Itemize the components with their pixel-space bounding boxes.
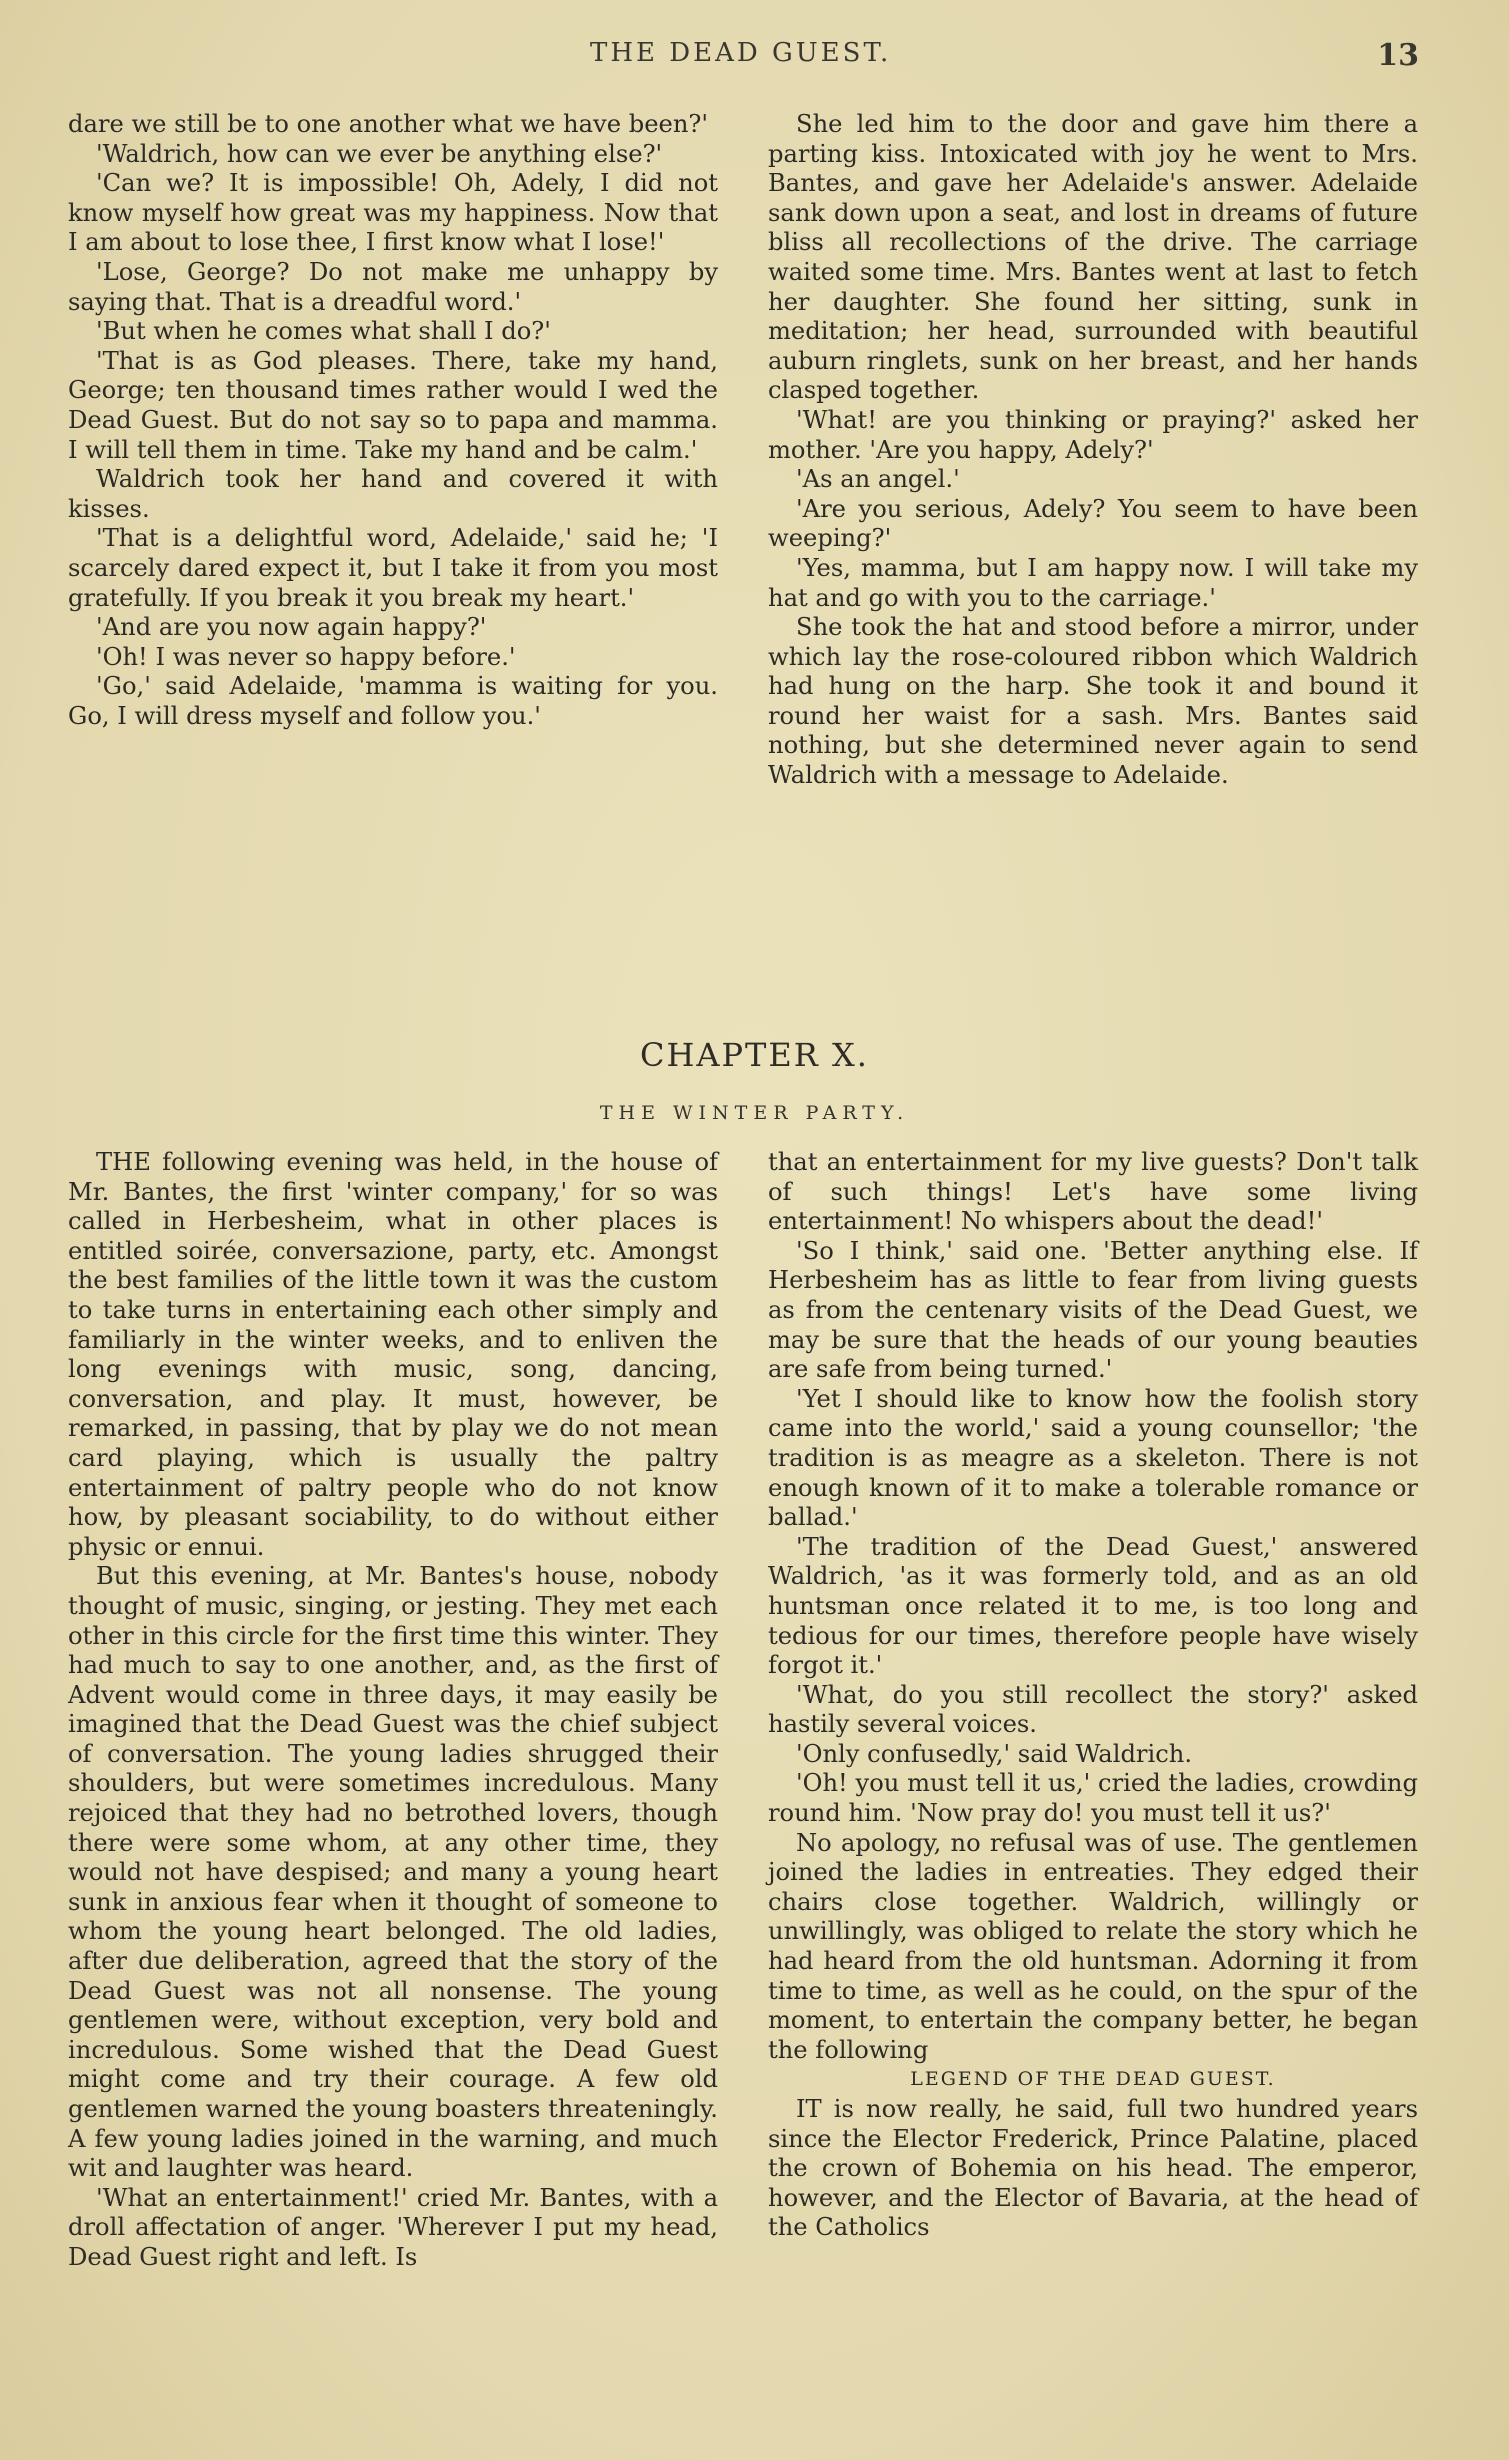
paragraph: that an entertainment for my live guests? Don't talk of such things! Let's have some living entertainment! No whispers about the dead!' — [768, 1148, 1418, 1236]
top-left-column — [68, 110, 718, 731]
running-head — [0, 38, 1509, 78]
paragraph: Waldrich took her hand and covered it with kisses. — [68, 465, 718, 523]
paragraph: 'Waldrich, how can we ever be anything else?' — [96, 139, 663, 168]
paragraph: dare we still be to one another what we have been?' — [68, 110, 709, 138]
paragraph: 'That is as God pleases. There, take my hand, George; ten thousand times rather would I wed the Dead Guest. But do not say so to papa and mamma. I will tell them in time. Take my hand and be calm.' — [68, 346, 718, 464]
paragraph: THE following evening was held, in the house of Mr. Bantes, the first 'winter company,' for so was called in Herbesheim, what in other places is entitled soirée, conversazione, party, etc. Amongst the best families of the little town it was the custom to take turns in entertaining each other simply and familiarly in the winter weeks, and to enliven the long evenings with music, song, dancing, conversation, and play. It must, however, be remarked, in passing, that by play we do not mean card playing, which is usually the paltry entertainment of paltry people who do not know how, by pleasant sociability, to do without either physic or ennui. — [68, 1148, 718, 1561]
paragraph: 'Lose, George? Do not make me unhappy by saying that. That is a dreadful word.' — [68, 257, 718, 316]
paragraph: 'Yes, mamma, but I am happy now. I will take my hat and go with you to the carriage.' — [768, 553, 1418, 612]
paragraph: IT is now really, he said, full two hundred years since the Elector Frederick, Prince Palatine, placed the crown of Bohemia on his head. The emperor, however, and the Elector of Bavaria, at the head of the Catholics — [768, 2095, 1418, 2242]
chapter-title: CHAPTER X. — [640, 1036, 869, 1074]
page-number: 13 — [1377, 38, 1419, 73]
paragraph: But this evening, at Mr. Bantes's house, nobody thought of music, singing, or jesting. They met each other in this circle for the first time this winter. They had much to say to one another, and, as the first of Advent would come in three days, it may easily be imagined that the Dead Guest was the chief subject of conversation. The young ladies shrugged their shoulders, but were sometimes incredulous. Many rejoiced that they had no betrothed lovers, though there were some whom, at any other time, they would not have despised; and many a young heart sunk in anxious fear when it thought of someone to whom the young heart belonged. The old ladies, after due deliberation, agreed that the story of the Dead Guest was not all nonsense. The young gentlemen were, without exception, very bold and incredulous. Some wished that the Dead Guest might come and try their courage. A few old gentlemen warned the young boasters threateningly. A few young ladies joined in the warning, and much wit and laughter was heard. — [68, 1562, 718, 2183]
top-right-column — [768, 110, 1418, 791]
paragraph: 'So I think,' said one. 'Better anything else. If Herbesheim has as little to fear from living guests as from the centenary visits of the Dead Guest, we may be sure that the heads of our young beauties are safe from being turned.' — [768, 1236, 1418, 1384]
paragraph: No apology, no refusal was of use. The gentlemen joined the ladies in entreaties. They edged their chairs close together. Waldrich, willingly or unwillingly, was obliged to relate the story which he had heard from the old huntsman. Adorning it from time to time, as well as he could, on the spur of the moment, to entertain the company better, he began the following — [768, 1828, 1418, 2064]
paragraph: 'That is a delightful word, Adelaide,' said he; 'I scarcely dared expect it, but I take it from you most gratefully. If you break it you break my heart.' — [68, 524, 718, 612]
paragraph: 'Yet I should like to know how the foolish story came into the world,' said a young counsellor; 'the tradition is as meagre as a skeleton. There is not enough known of it to make a tolerable romance or ballad.' — [768, 1384, 1418, 1532]
chapter-subtitle: THE WINTER PARTY. — [599, 1102, 910, 1124]
legend-title: LEGEND OF THE DEAD GUEST. — [910, 2068, 1276, 2091]
paragraph: 'Go,' said Adelaide, 'mamma is waiting for you. Go, I will dress myself and follow you.' — [68, 672, 718, 730]
paragraph: 'But when he comes what shall I do?' — [96, 317, 551, 346]
running-title: THE DEAD GUEST. — [590, 38, 892, 68]
paragraph: 'Oh! I was never so happy before.' — [96, 642, 516, 671]
bottom-left-column — [68, 1148, 718, 2273]
paragraph: She led him to the door and gave him there a parting kiss. Intoxicated with joy he went to Mrs. Bantes, and gave her Adelaide's answer. Adelaide sank down upon a seat, and lost in dreams of future bliss all recollections of the drive. The carriage waited some time. Mrs. Bantes went at last to fetch her daughter. She found her sitting, sunk in meditation; her head, surrounded with beautiful auburn ringlets, sunk on her breast, and her hands clasped together. — [768, 110, 1418, 405]
bottom-right-column — [768, 1148, 1418, 2243]
paragraph: 'Oh! you must tell it us,' cried the ladies, crowding round him. 'Now pray do! you must tell it us?' — [768, 1769, 1418, 1828]
paragraph: 'What, do you still recollect the story?' asked hastily several voices. — [768, 1680, 1418, 1739]
paragraph: 'Only confusedly,' said Waldrich. — [796, 1739, 1193, 1768]
paragraph: 'Can we? It is impossible! Oh, Adely, I did not know myself how great was my happiness. Now that I am about to lose thee, I first know what I lose!' — [68, 169, 718, 257]
paragraph: 'What! are you thinking or praying?' asked her mother. 'Are you happy, Adely?' — [768, 405, 1418, 464]
paragraph: 'And are you now again happy?' — [96, 613, 487, 642]
paragraph: 'Are you serious, Adely? You seem to have been weeping?' — [768, 494, 1418, 553]
paragraph: 'The tradition of the Dead Guest,' answered Waldrich, 'as it was formerly told, and as an old huntsman once related it to me, is too long and tedious for our times, therefore people have wisely forgot it.' — [768, 1532, 1418, 1680]
paragraph: 'What an entertainment!' cried Mr. Bantes, with a droll affectation of anger. 'Wherever I put my head, Dead Guest right and left. Is — [68, 2183, 718, 2271]
paragraph: 'As an angel.' — [796, 465, 960, 494]
paragraph: She took the hat and stood before a mirror, under which lay the rose-coloured ribbon which Waldrich had hung on the harp. She took it and bound it round her waist for a sash. Mrs. Bantes said nothing, but she determined never again to send Waldrich with a message to Adelaide. — [768, 613, 1418, 790]
